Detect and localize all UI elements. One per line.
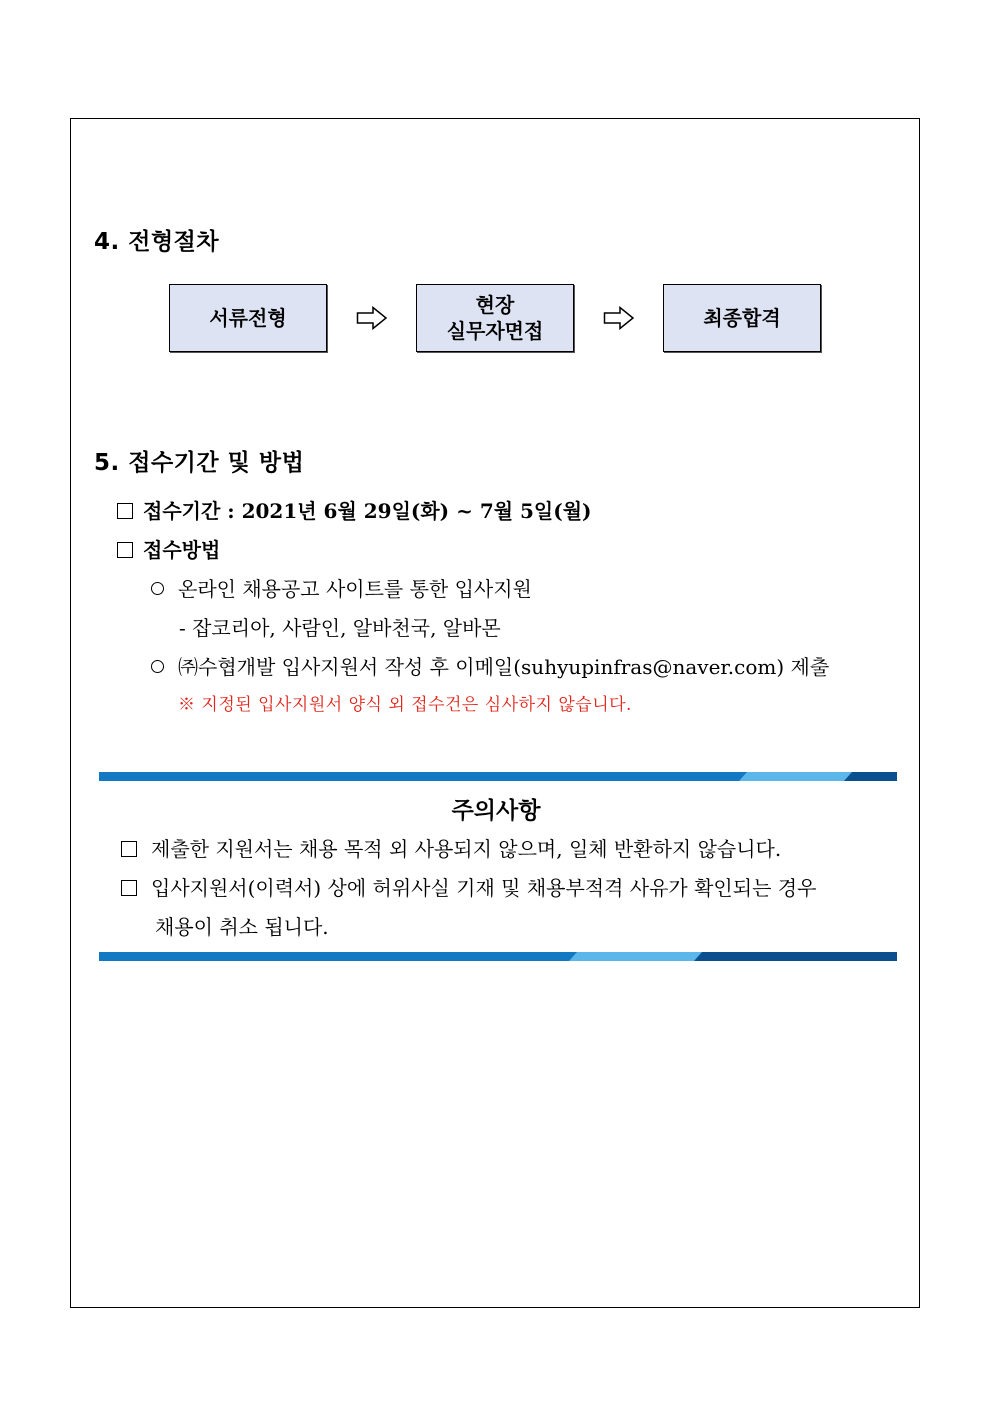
decorative-band-top [99,772,897,781]
circle-bullet-icon [151,660,164,673]
section-4-heading: 4. 전형절차 [94,229,220,255]
email-address[interactable]: suhyupinfras@naver.com [521,655,777,679]
online-method [151,575,532,603]
checkbox-icon [121,841,137,857]
section-5-heading: 5. 접수기간 및 방법 [94,450,305,476]
email-method [151,653,829,681]
application-period [117,497,592,525]
application-period-text: 접수기간 : 2021년 6월 29일(화) ~ 7월 5일(월) [143,499,592,523]
checkbox-icon [117,503,133,519]
online-sites: - 잡코리아, 사람인, 알바천국, 알바몬 [179,616,501,640]
application-method-label: 접수방법 [143,538,221,562]
step-label-line2: 실무자면접 [446,319,544,343]
email-method-suffix: ) 제출 [776,655,830,679]
application-method [117,536,220,564]
checkbox-icon [117,542,133,558]
online-method-text: 온라인 채용공고 사이트를 통한 입사지원 [178,577,532,601]
arrow-right-icon [603,306,635,330]
notice-title: 주의사항 [451,798,541,824]
email-method-prefix: ㈜수협개발 입사지원서 작성 후 이메일( [178,655,522,679]
step-label: 최종합격 [703,306,781,330]
step-label: 서류전형 [209,306,287,330]
warning-note: ※ 지정된 입사지원서 양식 외 접수건은 심사하지 않습니다. [178,695,632,715]
notice-item-1 [121,835,781,863]
checkbox-icon [121,880,137,896]
step-final-pass [663,284,821,352]
circle-bullet-icon [151,582,164,595]
notice-item-2 [121,874,816,902]
notice-item-2-text: 입사지원서(이력서) 상에 허위사실 기재 및 채용부적격 사유가 확인되는 경우 [151,876,817,900]
step-document-screening [169,284,327,352]
step-label-line1: 현장 [475,293,515,317]
decorative-band-bottom [99,952,897,961]
step-onsite-interview [416,284,574,352]
arrow-right-icon [356,306,388,330]
notice-item-1-text: 제출한 지원서는 채용 목적 외 사용되지 않으며, 일체 반환하지 않습니다. [151,837,782,861]
notice-item-2-continued: 채용이 취소 됩니다. [155,915,329,939]
